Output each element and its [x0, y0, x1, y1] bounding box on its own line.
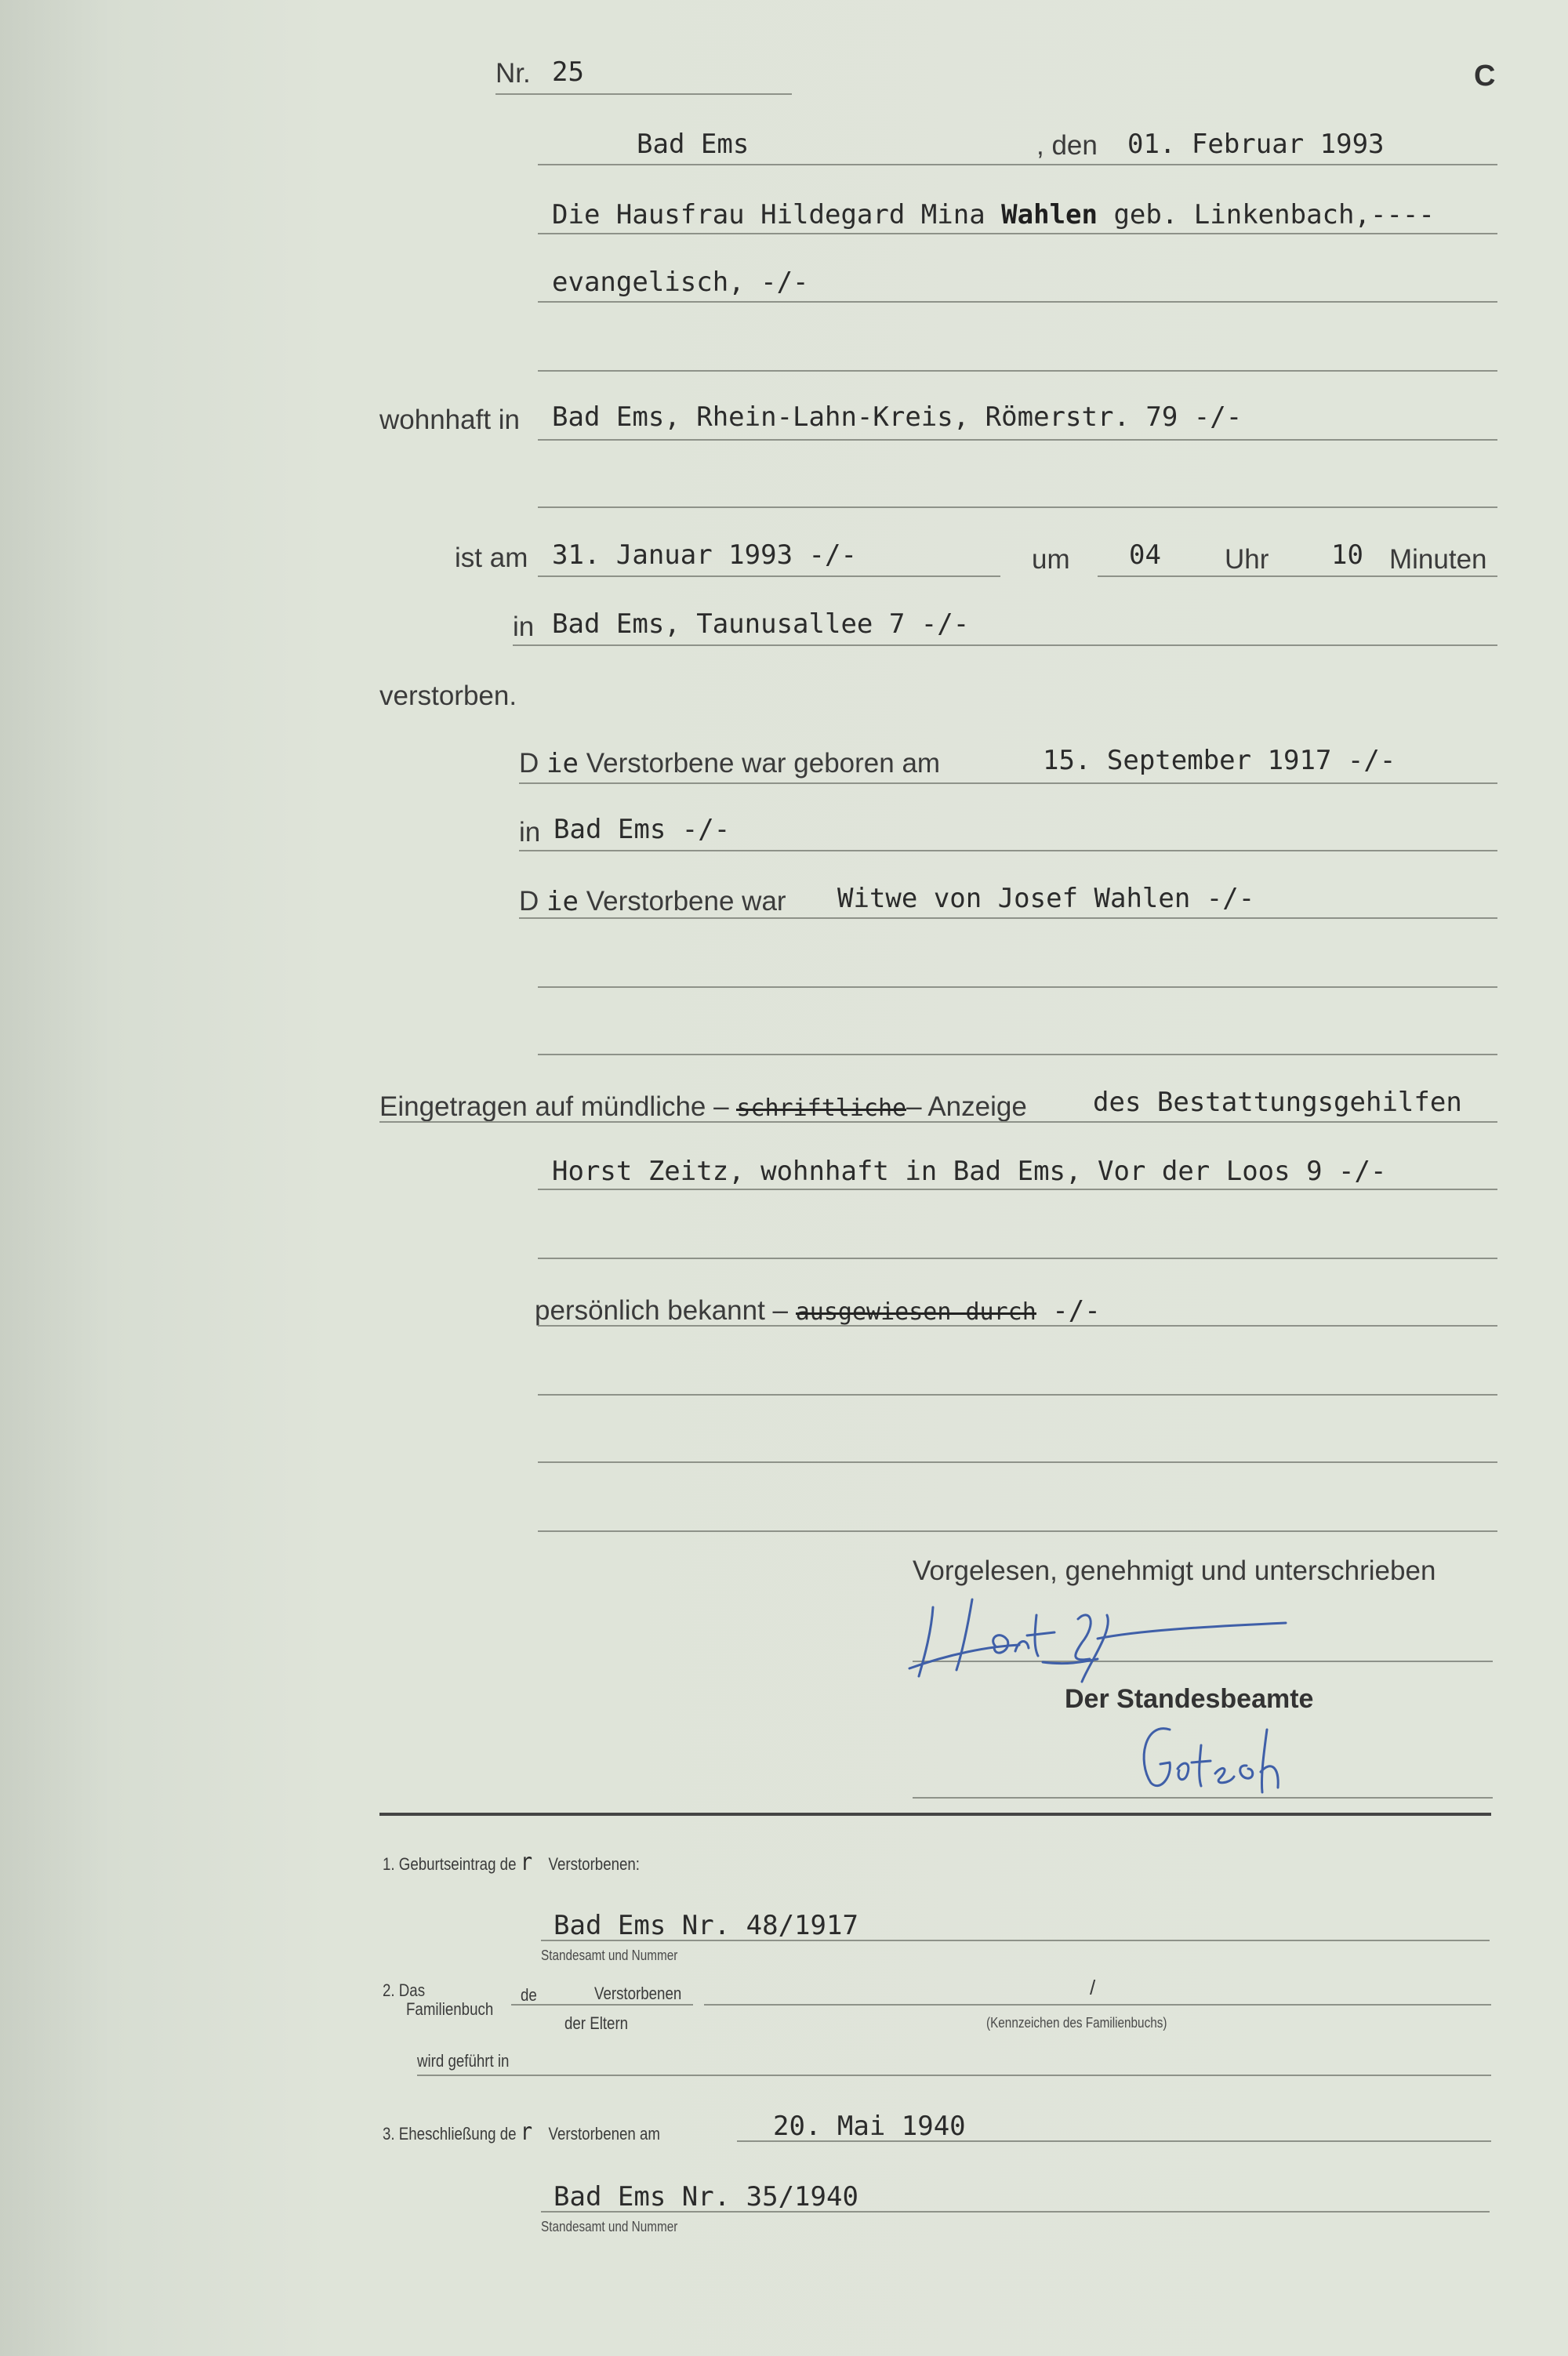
- birth-entry-caption: Standesamt und Nummer: [541, 1948, 678, 1963]
- death-date-label: ist am: [455, 543, 528, 573]
- line-identity: [538, 1325, 1497, 1327]
- registry-place: Bad Ems: [637, 129, 750, 160]
- line-blank-2: [538, 1461, 1497, 1463]
- line-death-place: [513, 644, 1497, 646]
- record-date: 01. Februar 1993: [1127, 129, 1385, 160]
- line-marriage-date: [737, 2140, 1491, 2142]
- line-registration: [379, 1121, 1497, 1123]
- line-informant: [538, 1189, 1497, 1190]
- line-place-date: [538, 164, 1497, 165]
- death-hour: 04: [1129, 539, 1161, 571]
- marriage-date: 20. Mai 1940: [773, 2111, 966, 2142]
- line-person-1: [538, 233, 1497, 234]
- read-approved-text: Vorgelesen, genehmigt und unterschrieben: [913, 1556, 1436, 1586]
- family-book-caption: (Kennzeichen des Familienbuchs): [986, 2015, 1167, 2031]
- marriage-label: 3. Eheschließung de r Verstorbenen am: [383, 2118, 660, 2146]
- death-place-label: in: [513, 612, 535, 642]
- marriage-entry-value: Bad Ems Nr. 35/1940: [554, 2181, 858, 2213]
- marital-status: Witwe von Josef Wahlen -/-: [837, 883, 1255, 914]
- line-person-3: [538, 370, 1497, 372]
- informant-role: des Bestattungsgehilfen: [1093, 1087, 1462, 1118]
- birth-entry-value: Bad Ems Nr. 48/1917: [554, 1910, 858, 1941]
- informant-name-address: Horst Zeitz, wohnhaft in Bad Ems, Vor der Loos 9 -/-: [552, 1156, 1387, 1187]
- residence-value: Bad Ems, Rhein-Lahn-Kreis, Römerstr. 79 -/-: [552, 401, 1243, 433]
- registration-label: Eingetragen auf mündliche – schriftliche– Anzeige: [379, 1091, 1027, 1122]
- line-family-book-id: [704, 2004, 1491, 2006]
- birth-label: D ie Verstorbene war geboren am: [519, 748, 941, 779]
- birth-date: 15. September 1917 -/-: [1043, 745, 1396, 776]
- family-book-label-b: Familienbuch: [406, 1999, 494, 2019]
- line-residence: [538, 439, 1497, 441]
- line-person-2: [538, 301, 1497, 303]
- line-status: [519, 917, 1497, 919]
- line-status-2: [538, 986, 1497, 988]
- record-number-value: 25: [552, 56, 584, 88]
- family-book-kept-in: wird geführt in: [417, 2051, 510, 2071]
- line-death-time: [1098, 575, 1497, 577]
- deceased-religion: evangelisch, -/-: [552, 267, 809, 298]
- marital-status-label: D ie Verstorbene war: [519, 886, 786, 917]
- registrar-signature: [1129, 1714, 1301, 1800]
- deceased-surname: Wahlen: [1001, 199, 1098, 231]
- struck-ausgewiesen: ausgewiesen durch: [795, 1298, 1036, 1326]
- death-minutes: 10: [1331, 539, 1363, 571]
- record-number-label: Nr.: [495, 58, 531, 89]
- line-birth-date: [519, 782, 1497, 784]
- family-book-label-a: 2. Das: [383, 1980, 426, 2000]
- family-book-slash: /: [1090, 1976, 1096, 1999]
- line-registrar-signature: [913, 1797, 1493, 1799]
- line-family-book-de: [511, 2004, 693, 2006]
- record-number-line: [495, 93, 792, 95]
- corner-letter: C: [1474, 60, 1496, 93]
- line-family-book-kept: [417, 2075, 1491, 2076]
- um-label: um: [1032, 544, 1070, 575]
- line-status-3: [538, 1054, 1497, 1055]
- birth-place: Bad Ems -/-: [554, 814, 731, 845]
- line-blank-1: [538, 1394, 1497, 1396]
- informant-signature: [902, 1584, 1309, 1686]
- line-marriage-entry: [541, 2211, 1490, 2213]
- death-place: Bad Ems, Taunusallee 7 -/-: [552, 608, 970, 640]
- uhr-label: Uhr: [1225, 544, 1269, 575]
- line-informant-2: [538, 1258, 1497, 1259]
- residence-label: wohnhaft in: [379, 405, 521, 435]
- line-residence-2: [538, 506, 1497, 508]
- birth-entry-label: 1. Geburtseintrag de r Verstorbenen:: [383, 1849, 640, 1876]
- death-date: 31. Januar 1993 -/-: [552, 539, 857, 571]
- verstorben-label: verstorben.: [379, 681, 517, 711]
- deceased-description: Die Hausfrau Hildegard Mina Wahlen geb. Linkenbach,----: [552, 199, 1435, 231]
- registrar-label: Der Standesbeamte: [1065, 1684, 1314, 1714]
- line-birth-entry: [541, 1940, 1490, 1941]
- date-label: , den: [1036, 130, 1098, 161]
- line-birth-place: [519, 850, 1497, 851]
- birth-place-label: in: [519, 817, 541, 848]
- line-blank-3: [538, 1530, 1497, 1532]
- family-book-de: de: [521, 1985, 537, 2005]
- family-book-deceased: Verstorbenen: [594, 1984, 682, 2003]
- struck-schriftliche: schriftliche: [736, 1095, 907, 1122]
- line-death-date: [538, 575, 1000, 577]
- marriage-entry-caption: Standesamt und Nummer: [541, 2219, 678, 2234]
- family-book-parents: der Eltern: [564, 2013, 629, 2033]
- minuten-label: Minuten: [1389, 544, 1487, 575]
- identity-label: persönlich bekannt – ausgewiesen durch -/-: [535, 1295, 1101, 1327]
- footer-divider: [379, 1813, 1491, 1816]
